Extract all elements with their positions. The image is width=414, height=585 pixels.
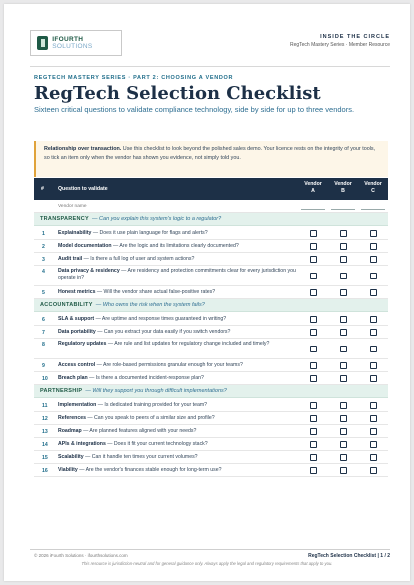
table-row: [34, 359, 388, 372]
item-text: [58, 454, 298, 461]
table-row: [34, 227, 388, 240]
vendor-a-checkbox[interactable]: [310, 329, 317, 336]
table-row: [34, 286, 388, 299]
logo-icon: [37, 36, 48, 50]
item-label: Data portability: [58, 329, 96, 335]
item-label: Scalability: [58, 454, 84, 460]
vendor-a-checkbox[interactable]: [310, 428, 317, 435]
vendor-c-checkbox[interactable]: [370, 441, 377, 448]
item-label: Breach plan: [58, 375, 88, 381]
vendor-a-checkbox[interactable]: [310, 346, 317, 353]
section-name: PARTNERSHIP: [40, 388, 83, 394]
section-name: ACCOUNTABILITY: [40, 302, 93, 308]
vendor-b-header: Vendor B: [334, 181, 352, 194]
vendor-a-header: Vendor A: [304, 181, 322, 194]
vendor-a-checkbox[interactable]: [310, 454, 317, 461]
table-row: [34, 464, 388, 477]
item-text: [58, 256, 298, 263]
item-label: References: [58, 415, 86, 421]
item-text: [58, 375, 298, 382]
vendor-a-checkbox[interactable]: [310, 375, 317, 382]
item-description: — Does it use plain language for flags and alerts?: [91, 230, 208, 236]
vendor-c-checkbox[interactable]: [370, 402, 377, 409]
vendor-c-checkbox[interactable]: [370, 415, 377, 422]
item-number: 10: [42, 375, 48, 382]
company-logo: [30, 30, 122, 56]
section-name: TRANSPARENCY: [40, 216, 90, 222]
item-description: — Are uptime and response times guaranteed in writing?: [94, 316, 227, 322]
item-number: 8: [42, 342, 45, 348]
vendor-b-checkbox[interactable]: [340, 346, 347, 353]
vendor-b-checkbox[interactable]: [340, 467, 347, 474]
item-number: 5: [42, 289, 45, 296]
item-label: Audit trail: [58, 256, 83, 262]
item-number: 4: [42, 269, 45, 275]
item-description: — Are planned features aligned with your needs?: [81, 428, 197, 434]
vendor-b-checkbox[interactable]: [340, 329, 347, 336]
item-number: 6: [42, 316, 45, 323]
item-number: 16: [42, 467, 48, 474]
header-kicker: [290, 34, 390, 48]
vendor-c-checkbox[interactable]: [370, 256, 377, 263]
item-label: Explainability: [58, 230, 92, 236]
kicker-subtitle: RegTech Mastery Series · Member Resource: [289, 42, 390, 48]
footer-disclaimer: This resource is jurisdiction-neutral and for general guidance only. Always apply the legal and regulatory requirements that apply to you.: [81, 561, 333, 566]
table-row: [34, 313, 388, 326]
section-question: — Will they support you through difficult implementations?: [85, 388, 227, 394]
vendor-c-checkbox[interactable]: [370, 289, 377, 296]
vendor-c-checkbox[interactable]: [370, 454, 377, 461]
item-label: Model documentation: [58, 243, 112, 249]
vendor-b-checkbox[interactable]: [340, 256, 347, 263]
vendor-b-checkbox[interactable]: [340, 454, 347, 461]
vendor-c-checkbox[interactable]: [370, 316, 377, 323]
item-number: 12: [42, 415, 48, 422]
item-label: Data privacy & residency: [58, 268, 120, 274]
item-label: Roadmap: [58, 428, 82, 434]
footer-page-label: RegTech Selection Checklist | 1 / 2: [308, 553, 390, 559]
vendor-a-checkbox[interactable]: [310, 441, 317, 448]
vendor-b-checkbox[interactable]: [340, 243, 347, 250]
item-number: 2: [42, 243, 45, 250]
item-text: [58, 316, 298, 323]
footer-copyright: © 2026 iFourth Solutions · ifourthsolutions.com: [34, 553, 128, 558]
vendor-b-checkbox[interactable]: [340, 415, 347, 422]
item-description: — Are the logic and its limitations clearly documented?: [111, 243, 239, 249]
vendor-c-checkbox[interactable]: [370, 428, 377, 435]
table-header: [34, 178, 388, 200]
table-row: [34, 339, 388, 359]
item-text: [58, 362, 298, 369]
item-description: — Does it fit your current technology stack?: [105, 441, 208, 447]
item-number: 9: [42, 362, 45, 369]
vendor-a-checkbox[interactable]: [310, 230, 317, 237]
callout-text: Use this checklist to look beyond the polished sales demo. Your licence rests on the integrity of your tools, so tick an item only when the vendor has shown you evidence, not simply told you.: [44, 146, 376, 161]
item-description: — Is there a documented incident-response plan?: [87, 375, 204, 381]
page-title: RegTech Selection Checklist: [34, 83, 321, 104]
vendor-b-checkbox[interactable]: [340, 402, 347, 409]
table-row: [34, 253, 388, 266]
item-text: [58, 289, 298, 296]
item-text: [58, 428, 298, 435]
col-number-header: #: [41, 186, 44, 192]
item-description: — Are residency and protection commitments clear for every jurisdiction you operate in?: [58, 268, 296, 281]
item-number: 15: [42, 454, 48, 461]
table-row: [34, 240, 388, 253]
item-label: SLA & support: [58, 316, 95, 322]
item-number: 3: [42, 256, 45, 263]
item-description: — Will the vendor share actual false-positive rates?: [95, 289, 216, 295]
vendor-a-checkbox[interactable]: [310, 362, 317, 369]
callout-bold: Relationship over transaction.: [44, 146, 122, 152]
item-description: — Can you extract your data easily if you switch vendors?: [95, 329, 231, 335]
vendor-name-label: Vendor name: [58, 204, 87, 209]
vendor-c-checkbox[interactable]: [370, 375, 377, 382]
table-row: [34, 412, 388, 425]
footer-divider: [30, 549, 390, 550]
item-description: — Are the vendor's finances stable enough for long-term use?: [77, 467, 222, 473]
item-description: — Are rule and list updates for regulatory change included and timely?: [106, 341, 270, 347]
item-description: — Are role-based permissions granular enough for your teams?: [95, 362, 243, 368]
item-number: 14: [42, 441, 48, 448]
vendor-a-checkbox[interactable]: [310, 289, 317, 296]
table-row: [34, 266, 388, 286]
callout-box: [34, 141, 388, 177]
table-row: [34, 438, 388, 451]
vendor-c-name-field[interactable]: [361, 209, 385, 210]
item-text: [58, 243, 298, 250]
vendor-b-checkbox[interactable]: [340, 289, 347, 296]
vendor-b-name-field[interactable]: [331, 209, 355, 210]
vendor-b-checkbox[interactable]: [340, 230, 347, 237]
kicker-title: INSIDE THE CIRCLE: [320, 34, 390, 40]
vendor-a-checkbox[interactable]: [310, 316, 317, 323]
item-text: [58, 415, 298, 422]
item-number: 11: [42, 402, 48, 409]
vendor-a-checkbox[interactable]: [310, 243, 317, 250]
item-text: [58, 329, 298, 336]
table-row: [34, 399, 388, 412]
item-text: [58, 441, 298, 448]
vendor-b-checkbox[interactable]: [340, 428, 347, 435]
item-number: 7: [42, 329, 45, 336]
col-question-header: Question to validate: [58, 186, 108, 192]
item-description: — Can you speak to peers of a similar size and profile?: [85, 415, 215, 421]
item-label: Access control: [58, 362, 96, 368]
vendor-a-checkbox[interactable]: [310, 402, 317, 409]
item-label: Implementation: [58, 402, 97, 408]
vendor-b-checkbox[interactable]: [340, 441, 347, 448]
table-row: [34, 451, 388, 464]
item-text: [58, 341, 298, 348]
series-label: REGTECH MASTERY SERIES · PART 2: CHOOSING A VENDOR: [34, 75, 234, 81]
vendor-b-checkbox[interactable]: [340, 273, 347, 280]
item-text: [58, 268, 298, 282]
item-description: — Is dedicated training provided for your team?: [96, 402, 208, 408]
section-question: — Can you explain this system's logic to a regulator?: [92, 216, 222, 222]
item-label: Regulatory updates: [58, 341, 107, 347]
vendor-c-checkbox[interactable]: [370, 362, 377, 369]
item-text: [58, 230, 298, 237]
vendor-b-checkbox[interactable]: [340, 362, 347, 369]
item-number: 13: [42, 428, 48, 435]
vendor-c-checkbox[interactable]: [370, 346, 377, 353]
section-accountability: [34, 299, 388, 312]
section-question: — Who owns the risk when the system fails?: [95, 302, 205, 308]
checklist-page: [4, 4, 410, 581]
vendor-c-checkbox[interactable]: [370, 467, 377, 474]
header-divider: [30, 66, 390, 67]
item-number: 1: [42, 230, 45, 237]
item-description: — Is there a full log of user and system actions?: [82, 256, 195, 262]
vendor-a-checkbox[interactable]: [310, 256, 317, 263]
item-description: — Can it handle ten times your current volumes?: [83, 454, 198, 460]
section-transparency: [34, 213, 388, 226]
item-text: [58, 467, 298, 474]
vendor-a-name-field[interactable]: [301, 209, 325, 210]
vendor-name-row: [34, 201, 388, 213]
item-label: Honest metrics: [58, 289, 96, 295]
vendor-c-checkbox[interactable]: [370, 329, 377, 336]
item-label: Viability: [58, 467, 78, 473]
logo-text-main: IFOURTH: [52, 36, 84, 43]
vendor-c-checkbox[interactable]: [370, 243, 377, 250]
vendor-b-checkbox[interactable]: [340, 316, 347, 323]
vendor-a-checkbox[interactable]: [310, 273, 317, 280]
vendor-c-header: Vendor C: [364, 181, 382, 194]
vendor-b-checkbox[interactable]: [340, 375, 347, 382]
item-text: [58, 402, 298, 409]
item-label: APIs & integrations: [58, 441, 106, 447]
table-row: [34, 326, 388, 339]
vendor-c-checkbox[interactable]: [370, 273, 377, 280]
logo-text-sub: SOLUTIONS: [52, 43, 93, 50]
vendor-a-checkbox[interactable]: [310, 415, 317, 422]
table-row: [34, 425, 388, 438]
table-row: [34, 372, 388, 385]
vendor-a-checkbox[interactable]: [310, 467, 317, 474]
vendor-c-checkbox[interactable]: [370, 230, 377, 237]
section-partnership: [34, 385, 388, 398]
page-subtitle: Sixteen critical questions to validate compliance technology, side by side for up to three vendors.: [34, 105, 355, 114]
